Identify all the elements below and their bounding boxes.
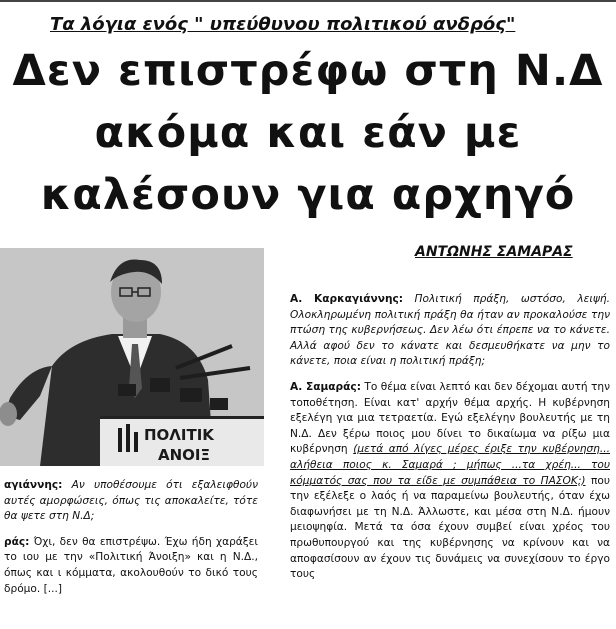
top-rule: [0, 0, 616, 2]
speaker-photo: [0, 248, 264, 466]
left-column: [4, 478, 258, 607]
podium-text-2: ΑΝΟΙΞ: [158, 446, 210, 464]
photo-illustration: [0, 248, 264, 466]
right-column: [290, 292, 610, 593]
right-p1-speaker: Α. Καρκαγιάννης:: [290, 293, 404, 305]
left-p1-text: Αν υποθέσουμε ότι εξαλειφθούν αυτές αμορφώσεις, όπως τις αποκαλείτε, τότε θα ψετε στη Ν.Δ;: [4, 479, 258, 523]
right-paragraph-2: [290, 380, 610, 583]
headline: [0, 40, 616, 226]
left-p2-text: Όχι, δεν θα επιστρέψω. Έχω ήδη χαράξει το ιου με την «Πολιτική Άνοιξη» και η Ν.Δ., όπως και ι κόμματα, ακολουθούν το δικό τους δρόμο. [...]: [4, 535, 258, 595]
right-paragraph-1: [290, 292, 610, 370]
headline-line-3: καλέσουν για αρχηγό: [40, 170, 576, 220]
kicker: Τα λόγια ενός " υπεύθυνου πολιτικού ανδρός": [50, 14, 516, 35]
podium-text-1: ΠΟΛΙΤΙΚ: [144, 426, 214, 444]
headline-line-1: Δεν επιστρέφω στη Ν.Δ: [12, 46, 604, 96]
right-p2-speaker: Α. Σαμαράς:: [290, 380, 361, 393]
right-p2-text-b: που την εξέλεξε ο λαός ή να παραμείνω βουλευτής, όταν έχω διαφωνήσει με τη Ν.Δ. Άλλωστε, και μέσα στη Ν.Δ. ήμουν μειοψηφία. Μετά τα όσα έχουν συμβεί είναι χρέος του πρωθυπουργού και της κυβέρνησης να κρίνουν και να αποφασίσουν αν έχουν τις δυνάμεις να συνεχίσουν το έργο τους: [290, 474, 610, 581]
right-p2-underlined-aside: (μετά από λίγες μέρες έριξε την κυβέρνηση... αλήθεια ποιος κ. Σαμαρά ; μήπως ...τα χρέη... του κόμματός σας που τα είδε με συμπάθεια το ΠΑΣΟΚ;): [290, 443, 610, 487]
left-p1-speaker: αγιάννης:: [4, 479, 63, 491]
headline-line-2: ακόμα και εάν με: [94, 108, 522, 158]
author-byline: ΑΝΤΩΝΗΣ ΣΑΜΑΡΑΣ: [415, 244, 573, 260]
left-paragraph-2: [4, 535, 258, 597]
right-p1-text: Πολιτική πράξη, ωστόσο, λειψή. Ολοκληρωμένη πολιτική πράξη θα ήταν αν προκαλούσε την πτώση της κυβερνήσεως. Δεν λέω ότι έπρεπε να το κάνετε. Αλλά αφού δεν το κάνατε και δεσμευθήκατε να μην το κάνετε, ποια είναι η πολιτική πράξη;: [290, 293, 610, 368]
left-p2-speaker: ράς:: [4, 535, 30, 548]
left-paragraph-1: [4, 478, 258, 525]
right-p2-text-a: Το θέμα είναι λεπτό και δεν δέχομαι αυτή την τοποθέτηση. Είναι κατ' αρχήν θέμα αρχής. Η κυβέρνηση εξελέγη για μια τετραετία. Εγώ εξελέγην βουλευτής με τη Ν.Δ. Δεν ξέρω ποιος μου δίνει το δικαίωμα να ρίξω μια κυβέρνηση: [290, 380, 610, 456]
